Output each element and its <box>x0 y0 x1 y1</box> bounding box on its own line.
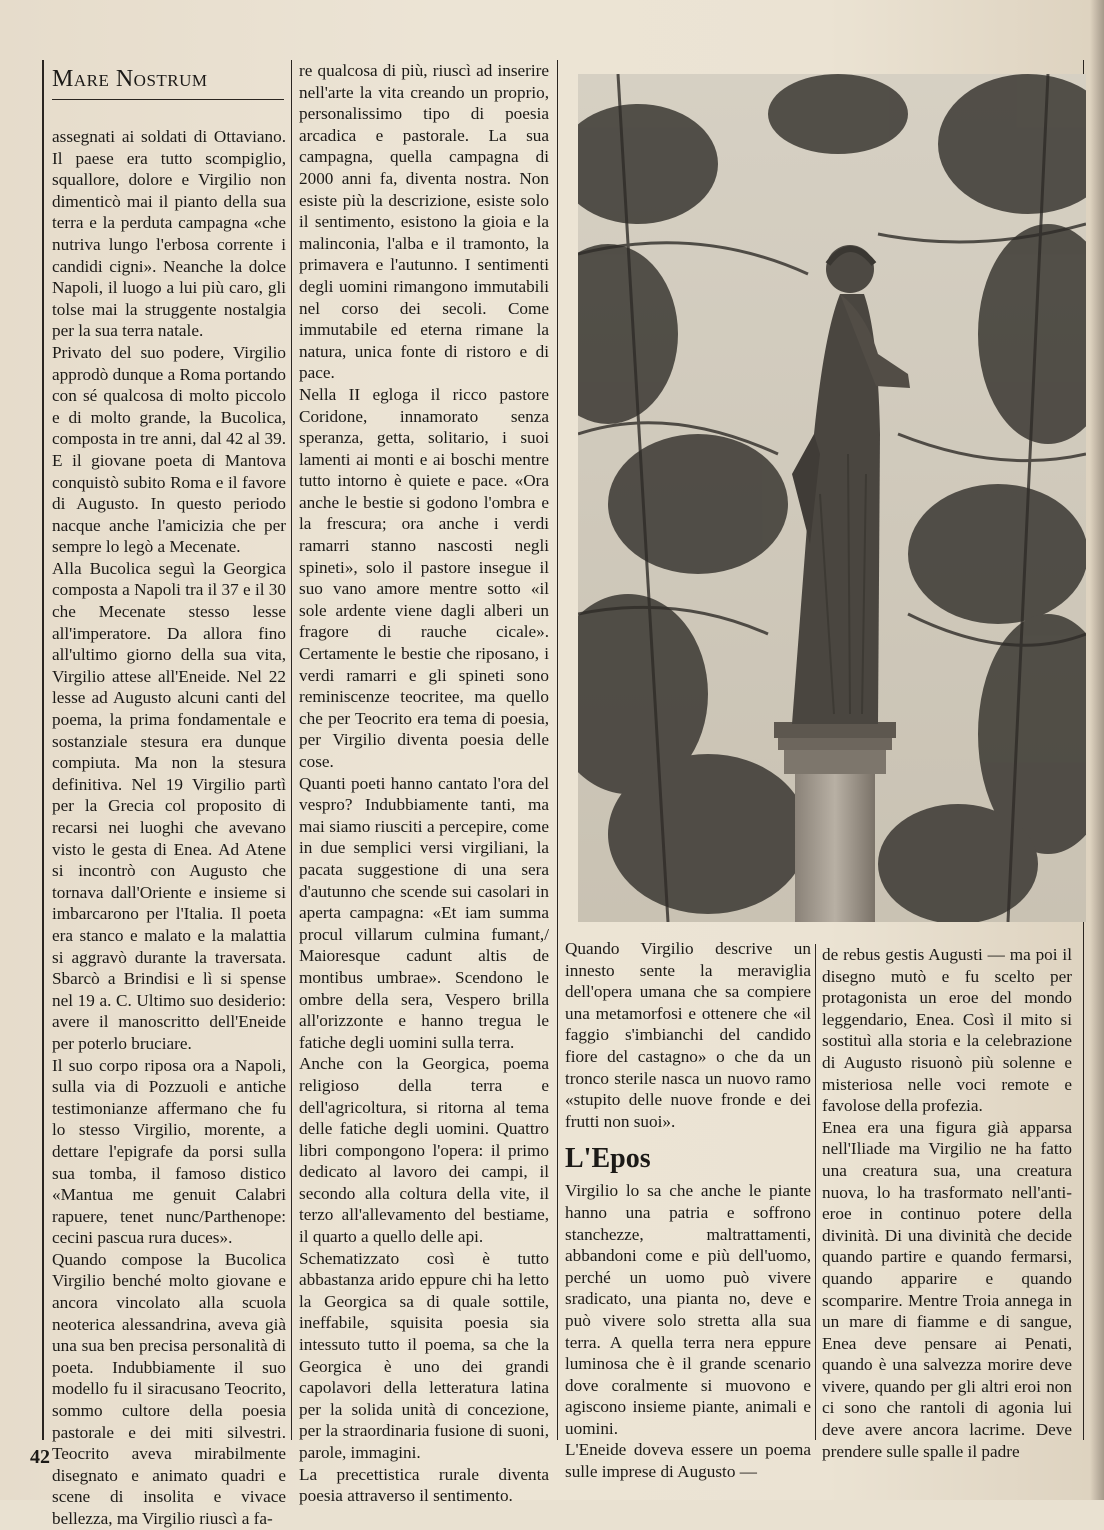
left-margin-rule <box>42 60 44 1440</box>
column-rule-1 <box>291 60 292 1440</box>
paragraph: Anche con la Georgica, poema religioso della terra e dell'agricoltura, si ritorna al tema delle fatiche degli uomini. Quattro libri compongono l'opera: il primo dedicato al lavoro dei campi, il secondo alla coltura della vite, il terzo all'allevamento del bestiame, il quarto a quello delle api. <box>299 1054 549 1247</box>
paragraph: L'Eneide doveva essere un poema sulle imprese di Augusto — <box>565 1440 811 1482</box>
page-number: 42 <box>30 1446 50 1468</box>
page-edge-shadow <box>1090 0 1104 1500</box>
paragraph: La precettistica rurale diventa poesia attraverso il sentimento. <box>299 1464 549 1506</box>
paragraph: de rebus gestis Augusti — ma poi il disegno mutò e fu scelto per protagonista un eroe del mondo leggendario, Enea. Così il mito si sostituì alla storia e la celebrazione di Augusto risuonò più solenne e misteriosa nelle voci remote e favolose della profezia. <box>822 945 1072 1116</box>
paragraph: Virgilio lo sa che anche le piante hanno una patria e soffrono stanchezze, maltrattamenti, abbandoni come e più dell'uomo, perché un uomo può vivere sradicato, una pianta no, deve e può vivere solo stretta alla sua terra. A quella terra nera eppure luminosa che è il grande scenario dove coralmente si muovono e agiscono insieme piante, animali e uomini. <box>565 1181 811 1438</box>
paragraph: Privato del suo podere, Virgilio approdò dunque a Roma portando con sé qualcosa di molto piccolo e di molto grande, la Bucolica, composta in tre anni, dal 42 al 39. E il giovane poeta di Mantova conquistò subito Roma e il favore di Augusto. In questo periodo nacque anche l'amicizia che per sempre lo legò a Mecenate. <box>52 342 286 557</box>
column-rule-2 <box>557 60 558 1440</box>
paragraph: Quanti poeti hanno cantato l'ora del vespro? Indubbiamente tanti, ma mai siamo riusciti a percepire, come in due semplici versi virgiliani, la pacata suggestione di una sera d'autunno che scende sui casolari in aperta campagna: «Et iam summa procul villarum culmina fumant,/ Maioresque cadunt altis de montibus umbrae». Scendono le ombre della sera, Vespero brilla all'orizzonte e hanno tregua le fatiche degli uomini sulla terra. <box>299 773 549 1052</box>
paragraph: Alla Bucolica seguì la Georgica composta a Napoli tra il 37 e il 30 che Mecenate stesso lesse all'imperatore. Da allora fino all'ultimo giorno della sua vita, Virgilio attese all'Eneide. Nel 22 lesse ad Augusto alcuni canti del poema, la prima fondamentale e sostanziale stesura era dunque compiuta. Ma non la stesura definitiva. Nel 19 Virgilio partì per la Grecia col proposito di recarsi nei luoghi che avevano visto le gesta di Enea. Ad Atene si incontrò con Augusto che tornava dall'Oriente e insieme si imbarcarono per l'Italia. Il poeta era stanco e malato e la malattia si aggravò durante la traversata. Sbarcò a Brindisi e lì si spense nel 19 a. C. Ultimo suo desiderio: avere il manoscritto dell'Eneide per poterlo bruciare. <box>52 558 286 1053</box>
paragraph: assegnati ai soldati di Ottaviano. Il paese era tutto scompiglio, squallore, dolore e Virgilio non dimenticò mai il pianto della sua terra e la perduta campagna «che nutriva lungo l'erbosa corrente i candidi cigni». Neanche la dolce Napoli, il luogo a lui più caro, gli tolse mai la struggente nostalgia per la sua terra natale. <box>52 127 286 341</box>
statue-photo-image <box>578 74 1086 922</box>
text-column-4 <box>822 944 1072 1462</box>
section-heading-epos: L'Epos <box>565 1143 651 1175</box>
text-column-1 <box>52 126 286 1530</box>
text-column-3 <box>565 938 811 1483</box>
paragraph: Enea era una figura già apparsa nell'Iliade ma Virgilio ne ha fatto una creatura sua, una creatura nuova, lo ha trasformato nell'anti-eroe in continuo potere della divinità. Di una divinità che decide quando partire e quando fermarsi, quando apparire e quando scomparire. Mentre Troia annega in un mare di fiamme e di sangue, Enea deve pensare ai Penati, quando è una salvezza morire deve vivere, quando per gli altri eroi non ci sono che rantoli di agonia lui deve avere ancora lacrime. Deve prendere sulle spalle il padre <box>822 1117 1072 1461</box>
column-rule-3 <box>815 944 816 1440</box>
paragraph: Quando Virgilio descrive un innesto sente la meraviglia dell'opera umana che sa compiere una metamorfosi e ottenere che «il faggio s'imbianchi del candido fiore del castagno» o che da un tronco sterile nasca un nuovo ramo «stupito delle nuove fronde e dei frutti non suoi». <box>565 939 811 1131</box>
paragraph: Il suo corpo riposa ora a Napoli, sulla via di Pozzuoli e antiche testimonianze affermano che fu lo stesso Virgilio, morente, a dettare l'epigrafe da porsi sulla sua tomba, il famoso distico «Mantua me genuit Calabri rapuere, tenet nunc/Parthenope: cecini pascua rura duces». <box>52 1055 286 1248</box>
paragraph: re qualcosa di più, riuscì ad inserire nell'arte la vita creando un proprio, personalissimo tipo di poesia arcadica e pastorale. La sua campagna, quella campagna di 2000 anni fa, diventa nostra. Non esiste più la descrizione, esiste solo il sentimento, esistono la gioia e la malinconia, l'alba e il tramonto, la primavera e l'autunno. I sentimenti degli uomini rimangono immutabili nel corso dei secoli. Come immutabile ed eterna rimane la natura, unica fonte di ristoro e di pace. <box>299 61 549 383</box>
text-column-2 <box>299 60 549 1507</box>
paragraph: Nella II egloga il ricco pastore Coridone, innamorato senza speranza, getta, solitario, i suoi lamenti ai monti e ai boschi mentre tutto intorno è quiete e pace. «Ora anche le bestie si godono l'ombra e la frescura; ora anche i verdi ramarri stanno nascosti negli spineti», solo il pastore insegue il suo vano amore mentre sotto «il sole ardente viene dagli alberi un fragore di rauche cicale». Certamente le bestie che riposano, i verdi ramarri e gli spineti sono reminiscenze teocritee, ma quello che per Teocrito era tema di poesia, per Virgilio diventa poesia delle cose. <box>299 384 549 771</box>
statue-photo <box>578 74 1086 922</box>
paragraph: Quando compose la Bucolica Virgilio benché molto giovane e ancora vincolato alla scuola neoterica alessandrina, aveva già una sua ben precisa personalità di poeta. Indubbiamente il suo modello fu il siracusano Teocrito, sommo cultore della poesia pastorale e dei miti silvestri. Teocrito aveva mirabilmente disegnato e animato quadri e scene di insolita e vivace bellezza, ma Virgilio riuscì a fa- <box>52 1249 286 1528</box>
section-header: Mare Nostrum <box>52 66 284 100</box>
paragraph: Schematizzato così è tutto abbastanza arido eppure chi ha letto la Georgica sa di quale sottile, ineffabile, squisita poesia sia intessuto tutto il poema, sa che la Georgica è uno dei grandi capolavori della letteratura latina per la solida unità di concezione, per la straordinaria fusione di suoni, parole, immagini. <box>299 1248 549 1462</box>
